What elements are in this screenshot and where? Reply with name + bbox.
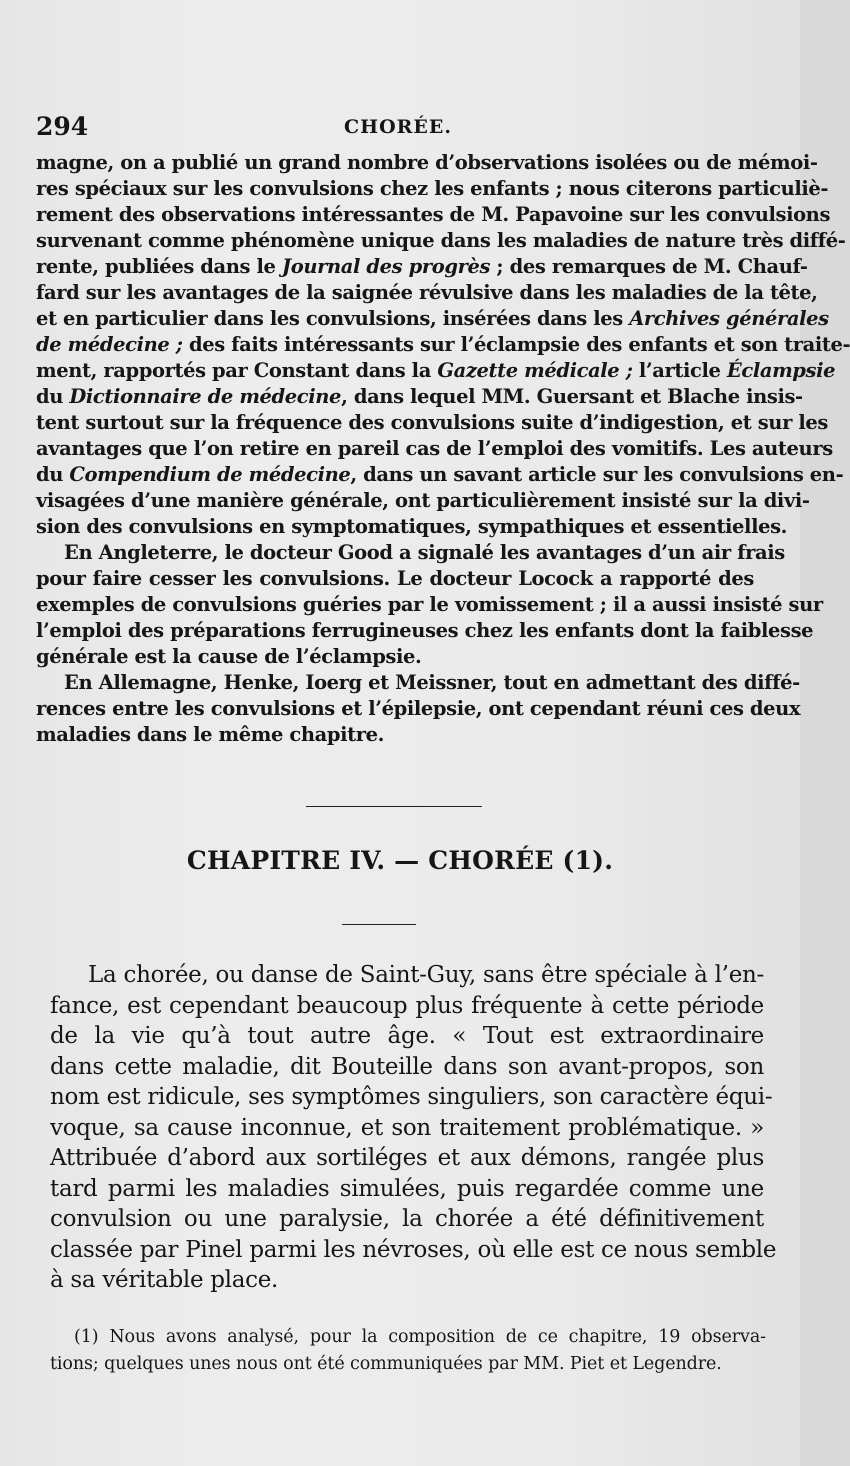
chapter-heading: CHAPITRE IV. — CHORÉE (1).: [186, 846, 614, 875]
citation-title: Gazette médicale ;: [437, 359, 633, 382]
text-line: de la vie qu’à tout autre âge. « Tout est extraordinaire: [50, 1023, 764, 1049]
text-line: nom est ridicule, ses symptômes singuliers, son caractère équi-: [50, 1084, 773, 1110]
citation-title: de médecine ;: [36, 333, 183, 356]
text-line: pour faire cesser les convulsions. Le docteur Locock a rapporté des: [36, 567, 754, 590]
text-line: du Dictionnaire de médecine, dans lequel MM. Guersant et Blache insis-: [36, 385, 803, 408]
text-line: maladies dans le même chapitre.: [36, 723, 385, 746]
text-line: rences entre les convulsions et l’épilepsie, ont cependant réuni ces deux: [36, 697, 801, 720]
text-line: tent surtout sur la fréquence des convulsions suite d’indigestion, et sur les: [36, 411, 828, 434]
text-line: fard sur les avantages de la saignée révulsive dans les maladies de la tête,: [36, 281, 818, 304]
text-line: voque, sa cause inconnue, et son traitement problématique. »: [50, 1114, 764, 1141]
citation-title: Journal des progrès: [281, 255, 491, 278]
citation-title: Éclampsie: [726, 359, 836, 382]
text-line: de médecine ; des faits intéressants sur l’éclampsie des enfants et son traite-: [36, 333, 850, 356]
text-line: convulsion ou une paralysie, la chorée a été définitivement: [50, 1206, 764, 1232]
running-head: CHORÉE.: [344, 116, 452, 138]
text-line: dans cette maladie, dit Bouteille dans son avant-propos, son: [50, 1053, 764, 1080]
text-line: tard parmi les maladies simulées, puis regardée comme une: [50, 1175, 764, 1202]
citation-title: Compendium de médecine: [69, 463, 351, 486]
page-header: [36, 112, 756, 144]
text-line: du Compendium de médecine, dans un savant article sur les convulsions en-: [36, 463, 844, 486]
citation-title: Dictionnaire de médecine: [69, 385, 342, 408]
footnote: [50, 1324, 766, 1378]
text-line: rente, publiées dans le Journal des progrès ; des remarques de M. Chauf-: [36, 255, 808, 278]
text-line: exemples de convulsions guéries par le vomissement ; il a aussi insisté sur: [36, 593, 823, 616]
text-line: sion des convulsions en symptomatiques, sympathiques et essentielles.: [36, 515, 788, 538]
text-line: fance, est cependant beaucoup plus fréquente à cette période: [50, 992, 764, 1019]
footnote-line: (1) Nous avons analysé, pour la composition de ce chapitre, 19 observa-: [74, 1327, 766, 1347]
text-line: avantages que l’on retire en pareil cas de l’emploi des vomitifs. Les auteurs: [36, 437, 833, 460]
text-line: et en particulier dans les convulsions, insérées dans les Archives générales: [36, 307, 829, 330]
footnote-line: tions; quelques unes nous ont été communiquées par MM. Piet et Legendre.: [50, 1354, 722, 1374]
paragraph-first-line: La chorée, ou danse de Saint-Guy, sans être spéciale à l’en-: [88, 962, 764, 988]
text-line: magne, on a publié un grand nombre d’observations isolées ou de mémoi-: [36, 151, 818, 174]
text-line: Attribuée d’abord aux sortiléges et aux démons, rangée plus: [50, 1145, 764, 1171]
text-line: classée par Pinel parmi les névroses, où elle est ce nous semble: [50, 1236, 777, 1263]
text-line: res spéciaux sur les convulsions chez les enfants ; nous citerons particuliè-: [36, 177, 829, 200]
previous-section-text: [36, 150, 850, 748]
heading-divider: [342, 924, 416, 925]
text-line: survenant comme phénomène unique dans les maladies de nature très diffé-: [36, 229, 846, 252]
text-line: à sa véritable place.: [50, 1267, 279, 1293]
paragraph-first-line: En Angleterre, le docteur Good a signalé les avantages d’un air frais: [64, 541, 785, 564]
text-line: rement des observations intéressantes de M. Papavoine sur les convulsions: [36, 203, 831, 226]
page-number: 294: [36, 112, 89, 141]
paragraph-first-line: En Allemagne, Henke, Ioerg et Meissner, tout en admettant des diffé-: [64, 671, 800, 694]
text-line: l’emploi des préparations ferrugineuses chez les enfants dont la faiblesse: [36, 619, 814, 642]
text-line: ment, rapportés par Constant dans la Gazette médicale ; l’article Éclampsie: [36, 359, 836, 382]
chapter-body-text: [50, 960, 777, 1296]
section-divider: [306, 806, 482, 807]
text-line: visagées d’une manière générale, ont particulièrement insisté sur la divi-: [36, 489, 810, 512]
citation-title: Archives générales: [629, 307, 829, 330]
text-line: générale est la cause de l’éclampsie.: [36, 645, 422, 668]
